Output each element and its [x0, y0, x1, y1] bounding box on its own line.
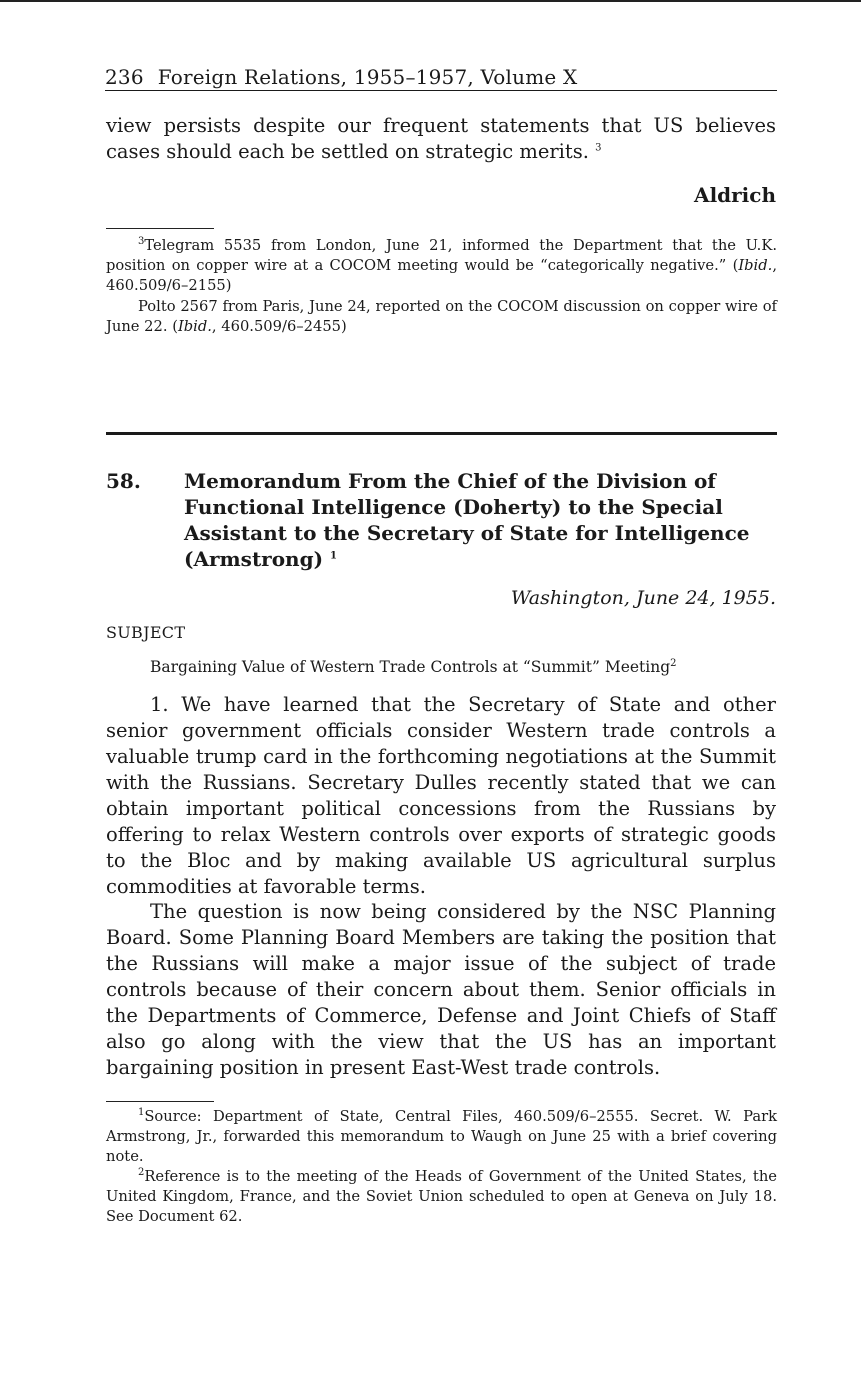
footnote-text: Polto 2567 from Paris, June 24, reported on the COCOM discussion on copper wire of June 22. (	[106, 298, 777, 335]
footnote-marker: 3	[138, 236, 145, 248]
footnote-ref-3: 3	[595, 142, 602, 154]
footnote-marker: 2	[138, 1167, 145, 1179]
section-divider	[106, 432, 777, 435]
footnote-1	[106, 1107, 777, 1167]
body-paragraph-1: 1. We have learned that the Secretary of State and other senior government officials consider Western trade controls a valuable trump card in the forthcoming negotiations at the Summit with the Russians. Secretary Dulles recently stated that we can obtain important political concessions from the Russians by offering to relax Western controls over exports of strategic goods to the Bloc and by making available US agricultural surplus commodities at favorable terms.	[106, 693, 776, 898]
footnote-marker: 1	[138, 1107, 145, 1119]
body-paragraph-2: The question is now being considered by the NSC Planning Board. Some Planning Board Members are taking the position that the Russians will make a major issue of the subject of trade controls because of their concern about them. Senior officials in the Departments of Commerce, Defense and Joint Chiefs of Staff also go along with the view that the US has an important bargaining position in present East-West trade controls.	[106, 900, 776, 1079]
continuation-text: view persists despite our frequent statements that US believes cases should each be settled on strategic merits.	[106, 114, 776, 163]
signature: Aldrich	[694, 183, 776, 207]
footnote-tail: , 460.509/6–2155)	[106, 257, 777, 294]
continuation-paragraph	[106, 113, 776, 165]
subject-label: SUBJECT	[106, 623, 186, 642]
document-title-text: Memorandum From the Chief of the Division of Functional Intelligence (Doherty) to the Special Assistant to the Secretary of State for Intelligence (Armstrong)	[184, 469, 750, 571]
footnote-3-continued	[106, 297, 777, 337]
volume-title: Foreign Relations, 1955–1957, Volume X	[157, 65, 578, 89]
ibid-citation: Ibid.	[738, 257, 773, 274]
footnote-divider-top	[106, 228, 214, 229]
footnote-text: Telegram 5535 from London, June 21, informed the Department that the U.K. position on copper wire at a COCOM meeting would be “categorically negative.” (	[106, 237, 777, 274]
subject-line	[150, 656, 776, 678]
document-title	[184, 468, 784, 572]
page-number: 236	[105, 65, 144, 89]
subject-text: Bargaining Value of Western Trade Controls at “Summit” Meeting	[150, 658, 671, 676]
footnote-ref-2: 2	[670, 657, 677, 669]
running-header	[105, 64, 777, 91]
document-number: 58.	[106, 469, 141, 493]
footnote-2	[106, 1167, 777, 1227]
ibid-citation: Ibid.	[177, 318, 212, 335]
footnote-3	[106, 236, 777, 296]
footnote-ref-1: 1	[330, 550, 337, 562]
footnote-divider-bottom	[106, 1101, 214, 1102]
footnote-text: Reference is to the meeting of the Heads of Government of the United States, the United Kingdom, France, and the Soviet Union scheduled to open at Geneva on July 18. See Document 62.	[106, 1168, 777, 1225]
page-top-edge	[0, 0, 861, 2]
dateline: Washington, June 24, 1955.	[510, 587, 776, 609]
footnote-text: Source: Department of State, Central Files, 460.509/6–2555. Secret. W. Park Armstrong, Jr., forwarded this memorandum to Waugh on June 25 with a brief covering note.	[106, 1108, 777, 1165]
footnote-tail: , 460.509/6–2455)	[211, 318, 347, 335]
